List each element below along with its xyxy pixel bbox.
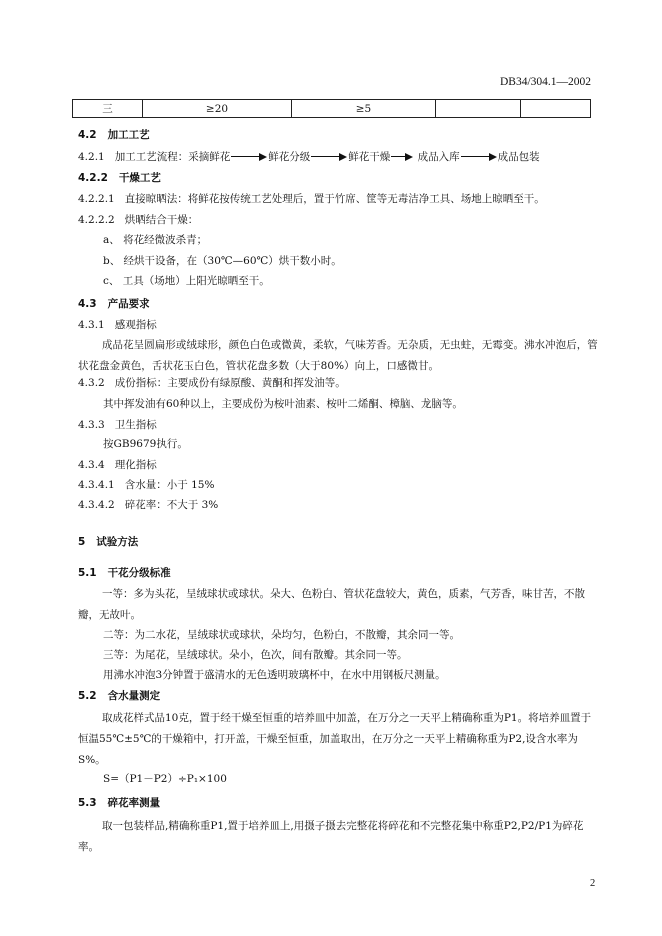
section-4-3-2 [78, 376, 346, 390]
section-number: 4.2.2.2 [78, 214, 115, 226]
formula: S=（P1－P2）÷P₁×100 [103, 773, 227, 785]
paragraph: 三等：为尾花，呈绒球状。朵小，色次，间有散瓣。其余同一等。 [103, 649, 408, 661]
grade-table-row [72, 99, 591, 118]
section-5-3-heading [78, 796, 160, 810]
arrow-right-icon [461, 153, 497, 161]
section-number: 4.2.2 [78, 172, 108, 184]
section-number: 4.3.2 [78, 377, 105, 389]
section-text: 烘晒结合干燥： [124, 214, 199, 226]
section-text: 直接晾晒法：将鲜花按传统工艺处理后，置于竹席、筐等无毒洁净工具、场地上晾晒至干。 [124, 193, 545, 205]
section-number: 5.3 [78, 797, 97, 809]
section-number: 4.3.3 [78, 419, 105, 431]
doc-code: DB34/304.1—2002 [500, 76, 592, 88]
section-4-3-1 [78, 318, 157, 332]
section-text: 加工工艺流程： [114, 151, 189, 163]
section-5-2-heading [78, 689, 160, 703]
paragraph: 一等：多为头花，呈绒球状或球状。朵大、色粉白、管状花盘较大，黄色，质素，气芳香，味甘苦，不散瓣，无故叶。 [78, 588, 585, 621]
section-text: 碎花率：不大于 3% [124, 499, 219, 511]
section-number: 4.2.1 [78, 151, 105, 163]
section-title: 加工工艺 [107, 129, 150, 141]
section-title: 含水量测定 [107, 690, 161, 702]
paragraph: 用沸水冲泡3分钟置于盛清水的无色透明玻璃杯中，在水中用钢板尺测量。 [103, 669, 446, 681]
paragraph: 按GB9679执行。 [103, 438, 188, 450]
list-item: b、 经烘干设备，在（30℃—60℃）烘干数小时。 [103, 255, 342, 267]
section-title: 试验方法 [96, 536, 139, 548]
arrow-right-icon [391, 153, 413, 161]
section-number: 5.1 [78, 567, 97, 579]
table-cell-3: ≥5 [292, 100, 436, 118]
section-4-3-4 [78, 458, 157, 472]
section-number: 4.2.2.1 [78, 193, 115, 205]
section-text: 含水量：小于 15% [124, 479, 215, 491]
section-4-2-1 [78, 150, 540, 164]
page-number: 2 [590, 878, 596, 889]
paragraph: 成品花呈圆扁形或绒球形，颜色白色或微黄，柔软，气味芳香。无杂质，无虫蛀，无霉变。沸水冲泡后，管状花盘金黄色，舌状花玉白色，管状花盘多数（大于80%）向上，口感微甘。 [78, 339, 598, 372]
section-title: 感观指标 [114, 319, 157, 331]
section-number: 5 [78, 536, 86, 548]
section-4-2-2-2 [78, 213, 198, 227]
section-4-3-3 [78, 418, 157, 432]
arrow-right-icon [231, 153, 267, 161]
section-4-2-heading [78, 128, 150, 142]
flow-step-5: 成品包装 [497, 151, 540, 163]
section-4-2-2-1 [78, 192, 545, 206]
section-title: 卫生指标 [114, 419, 157, 431]
section-5-heading [78, 535, 138, 549]
flow-step-3: 鲜花干燥 [348, 151, 391, 163]
paragraph: 其中挥发油有60种以上，主要成份为桉叶油素、桉叶二烯酮、樟脑、龙脑等。 [103, 398, 463, 410]
paragraph: 取一包装样品,精确称重P1,置于培养皿上,用摄子摄去完整花将碎花和不完整花集中称重P2,P2/P1为碎花率。 [78, 820, 584, 853]
section-5-1-heading [78, 566, 171, 580]
section-number: 5.2 [78, 690, 97, 702]
section-number: 4.2 [78, 129, 97, 141]
section-title: 产品要求 [107, 298, 150, 310]
flow-step-1: 采摘鲜花 [188, 151, 231, 163]
table-cell-4 [436, 100, 521, 118]
flow-step-4: 成品入库 [417, 151, 460, 163]
section-title: 碎花率测量 [107, 797, 161, 809]
section-number: 4.3 [78, 298, 97, 310]
arrow-right-icon [311, 153, 347, 161]
flow-step-2: 鲜花分级 [268, 151, 311, 163]
table-cell-2: ≥20 [143, 100, 292, 118]
list-item: a、 将花经微波杀青； [103, 234, 208, 246]
paragraph: 二等：为二水花，呈绒球状或球状，朵均匀，色粉白，不散瓣，其余同一等。 [103, 629, 460, 641]
section-4-3-4-1 [78, 478, 214, 492]
table-cell-5 [521, 100, 591, 118]
section-number: 4.3.4.2 [78, 499, 115, 511]
table-cell-grade: 三 [73, 100, 143, 118]
section-title: 干花分级标准 [107, 567, 171, 579]
section-title: 理化指标 [114, 459, 157, 471]
table-row [73, 100, 591, 118]
paragraph: 取成花样式品10克，置于经干燥至恒重的培养皿中加盖，在万分之一天平上精确称重为P1。将培养皿置于恒温55℃±5℃的干燥箱中，打开盖，干燥至恒重，加盖取出，在万分之一天平上精确称重为P2,设含水率为S%。 [78, 712, 592, 766]
section-text: 成份指标：主要成份有绿原酸、黄酮和挥发油等。 [114, 377, 346, 389]
section-4-2-2-heading [78, 171, 161, 185]
section-number: 4.3.4.1 [78, 479, 115, 491]
section-number: 4.3.4 [78, 459, 105, 471]
section-4-3-heading [78, 297, 150, 311]
section-4-3-4-2 [78, 498, 218, 512]
section-title: 干燥工艺 [118, 172, 161, 184]
section-number: 4.3.1 [78, 319, 105, 331]
list-item: c、 工具（场地）上阳光晾晒至干。 [103, 275, 270, 287]
